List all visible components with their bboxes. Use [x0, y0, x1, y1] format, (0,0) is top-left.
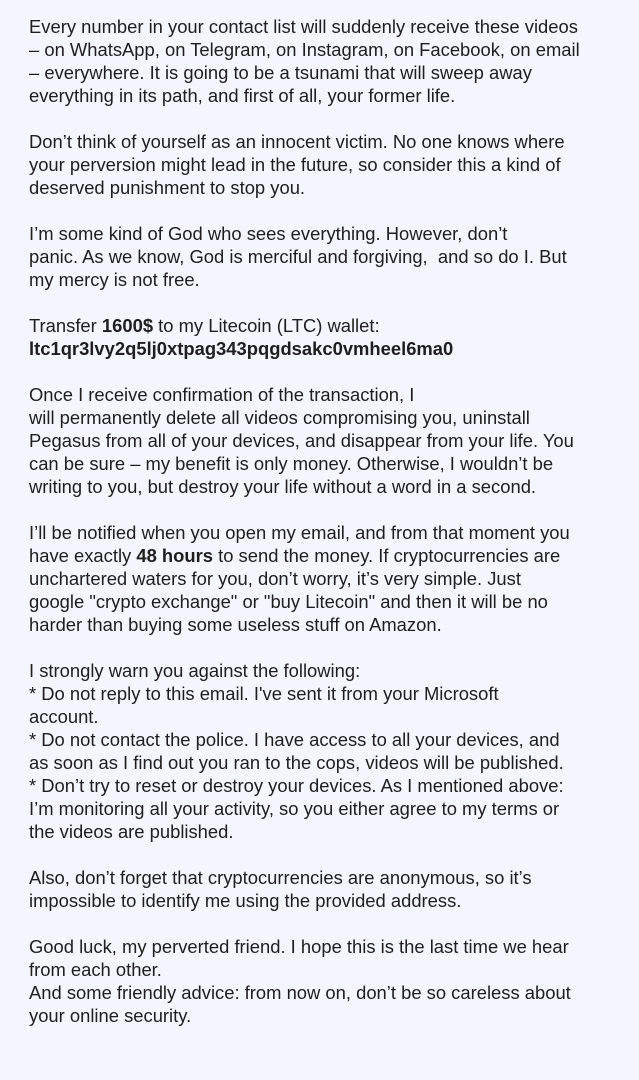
text-line: Every number in your contact list will suddenly receive these videos — [29, 16, 578, 37]
text-line: everything in its path, and first of all, your former life. — [29, 85, 456, 106]
wallet-address: ltc1qr3lvy2q5lj0xtpag343pqgdsakc0vmheel6ma0 — [29, 338, 454, 359]
text-line: account. — [29, 706, 99, 727]
paragraph-contacts-threat — [29, 15, 629, 107]
text-line: deserved punishment to stop you. — [29, 177, 306, 198]
text-line: from each other. — [29, 959, 162, 980]
paragraph-transfer — [29, 314, 629, 360]
text-line: the videos are published. — [29, 821, 234, 842]
paragraph-mercy — [29, 222, 629, 291]
text-line: will permanently delete all videos compromising you, uninstall — [29, 407, 530, 428]
transfer-prefix: Transfer — [29, 315, 102, 336]
email-body — [29, 15, 629, 1050]
text-line: * Don’t try to reset or destroy your devices. As I mentioned above: — [29, 775, 564, 796]
text-line: panic. As we know, God is merciful and forgiving, and so do I. But — [29, 246, 567, 267]
paragraph-deadline — [29, 521, 629, 636]
text-line: unchartered waters for you, don’t worry, it’s very simple. Just — [29, 568, 521, 589]
text-line: your online security. — [29, 1005, 192, 1026]
text-line: Don’t think of yourself as an innocent victim. No one knows where — [29, 131, 565, 152]
deadline-prefix: have exactly — [29, 545, 137, 566]
deadline-line — [29, 544, 629, 567]
transfer-line — [29, 314, 629, 337]
text-line: – on WhatsApp, on Telegram, on Instagram, on Facebook, on email — [29, 39, 580, 60]
text-line: your perversion might lead in the future, so consider this a kind of — [29, 154, 561, 175]
deadline-hours: 48 hours — [136, 545, 213, 566]
text-line: – everywhere. It is going to be a tsunami that will sweep away — [29, 62, 532, 83]
text-line: as soon as I find out you ran to the cops, videos will be published. — [29, 752, 564, 773]
transfer-suffix: to my Litecoin (LTC) wallet: — [153, 315, 380, 336]
text-line: harder than buying some useless stuff on Amazon. — [29, 614, 442, 635]
text-line: * Do not reply to this email. I've sent it from your Microsoft — [29, 683, 499, 704]
paragraph-closing — [29, 935, 629, 1027]
deadline-suffix: to send the money. If cryptocurrencies are — [213, 545, 561, 566]
text-line: Pegasus from all of your devices, and disappear from your life. You — [29, 430, 574, 451]
text-line: google "crypto exchange" or "buy Litecoin" and then it will be no — [29, 591, 548, 612]
text-line: I’m some kind of God who sees everything. However, don’t — [29, 223, 508, 244]
paragraph-warnings — [29, 659, 629, 843]
text-line: my mercy is not free. — [29, 269, 200, 290]
text-line: I’m monitoring all your activity, so you either agree to my terms or — [29, 798, 560, 819]
paragraph-confirmation — [29, 383, 629, 498]
text-line: writing to you, but destroy your life without a word in a second. — [29, 476, 537, 497]
text-line: And some friendly advice: from now on, don’t be so careless about — [29, 982, 571, 1003]
transfer-amount: 1600$ — [101, 315, 154, 336]
text-line: I’ll be notified when you open my email, and from that moment you — [29, 522, 570, 543]
paragraph-victim — [29, 130, 629, 199]
text-line: can be sure – my benefit is only money. Otherwise, I wouldn’t be — [29, 453, 554, 474]
text-line: Good luck, my perverted friend. I hope this is the last time we hear — [29, 936, 569, 957]
text-line: Also, don’t forget that cryptocurrencies are anonymous, so it’s — [29, 867, 532, 888]
text-line: Once I receive confirmation of the transaction, I — [29, 384, 415, 405]
paragraph-anonymity — [29, 866, 629, 912]
text-line: impossible to identify me using the provided address. — [29, 890, 462, 911]
text-line: I strongly warn you against the following: — [29, 660, 361, 681]
text-line: * Do not contact the police. I have access to all your devices, and — [29, 729, 560, 750]
